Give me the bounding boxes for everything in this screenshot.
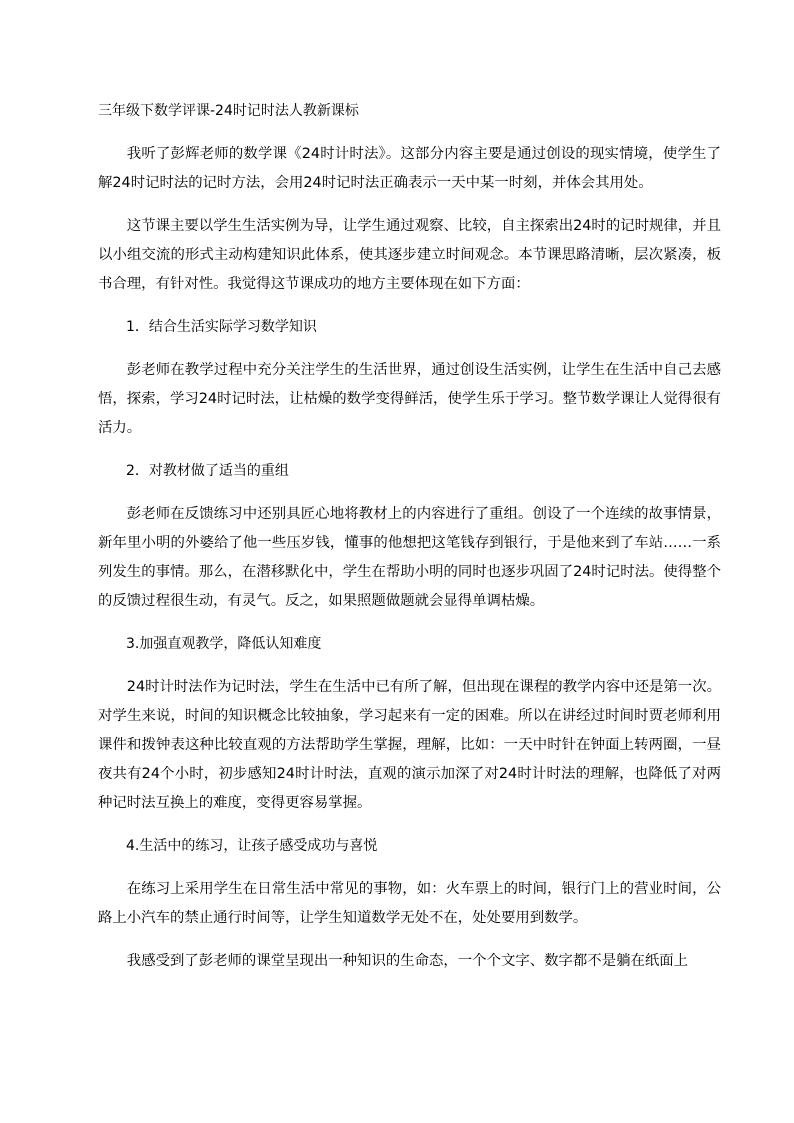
section-heading-4: 4.生活中的练习，让孩子感受成功与喜悦: [126, 838, 378, 854]
document-body: [98, 96, 721, 990]
paragraph-intro: 我听了彭辉老师的数学课《24时计时法》。这部分内容主要是通过创设的现实情境，使学生了解24时记时法的记时方法，会用24时记时法正确表示一天中某一时刻，并体会其用处。: [98, 146, 721, 191]
section-heading-1: 1．结合生活实际学习数学知识: [126, 319, 317, 335]
document-title: 三年级下数学评课-24时记时法人教新课标: [98, 103, 359, 119]
section-heading-3: 3.加强直观教学，降低认知难度: [126, 636, 322, 652]
paragraph-section-1: 彭老师在教学过程中充分关注学生的生活世界，通过创设生活实例，让学生在生活中自己去感悟，探索，学习24时记时法，让枯燥的数学变得鲜活，使学生乐于学习。整节数学课让人觉得很有活力。: [98, 362, 721, 436]
paragraph-closing: 我感受到了彭老师的课堂呈现出一种知识的生命态，一个个文字、数字都不是躺在纸面上: [126, 953, 689, 969]
paragraph-section-2: 彭老师在反馈练习中还别具匠心地将教材上的内容进行了重组。创设了一个连续的故事情景，新年里小明的外婆给了他一些压岁钱，懂事的他想把这笔钱存到银行，于是他来到了车站……一系列发生的事情。那么，在潜移默化中，学生在帮助小明的同时也逐步巩固了24时记时法。使得整个的反馈过程很生动，有灵气。反之，如果照题做题就会显得单调枯燥。: [98, 506, 721, 609]
section-heading-2: 2．对教材做了适当的重组: [126, 463, 289, 479]
paragraph-section-4: 在练习上采用学生在日常生活中常见的事物，如：火车票上的时间，银行门上的营业时间，公路上小汽车的禁止通行时间等，让学生知道数学无处不在，处处要用到数学。: [98, 881, 721, 926]
paragraph-overview: 这节课主要以学生生活实例为导，让学生通过观察、比较，自主探索出24时的记时规律，并且以小组交流的形式主动构建知识此体系，使其逐步建立时间观念。本节课思路清晰，层次紧凑，板书合理，有针对性。我觉得这节课成功的地方主要体现在如下方面：: [98, 218, 721, 292]
paragraph-section-3: 24时计时法作为记时法，学生在生活中已有所了解，但出现在课程的教学内容中还是第一次。对学生来说，时间的知识概念比较抽象，学习起来有一定的困难。所以在讲经过时间时贾老师利用课件和拨钟表这种比较直观的方法帮助学生掌握，理解，比如：一天中时针在钟面上转两圈，一昼夜共有24个小时，初步感知24时计时法，直观的演示加深了对24时计时法的理解，也降低了对两种记时法互换上的难度，变得更容易掌握。: [98, 679, 722, 811]
